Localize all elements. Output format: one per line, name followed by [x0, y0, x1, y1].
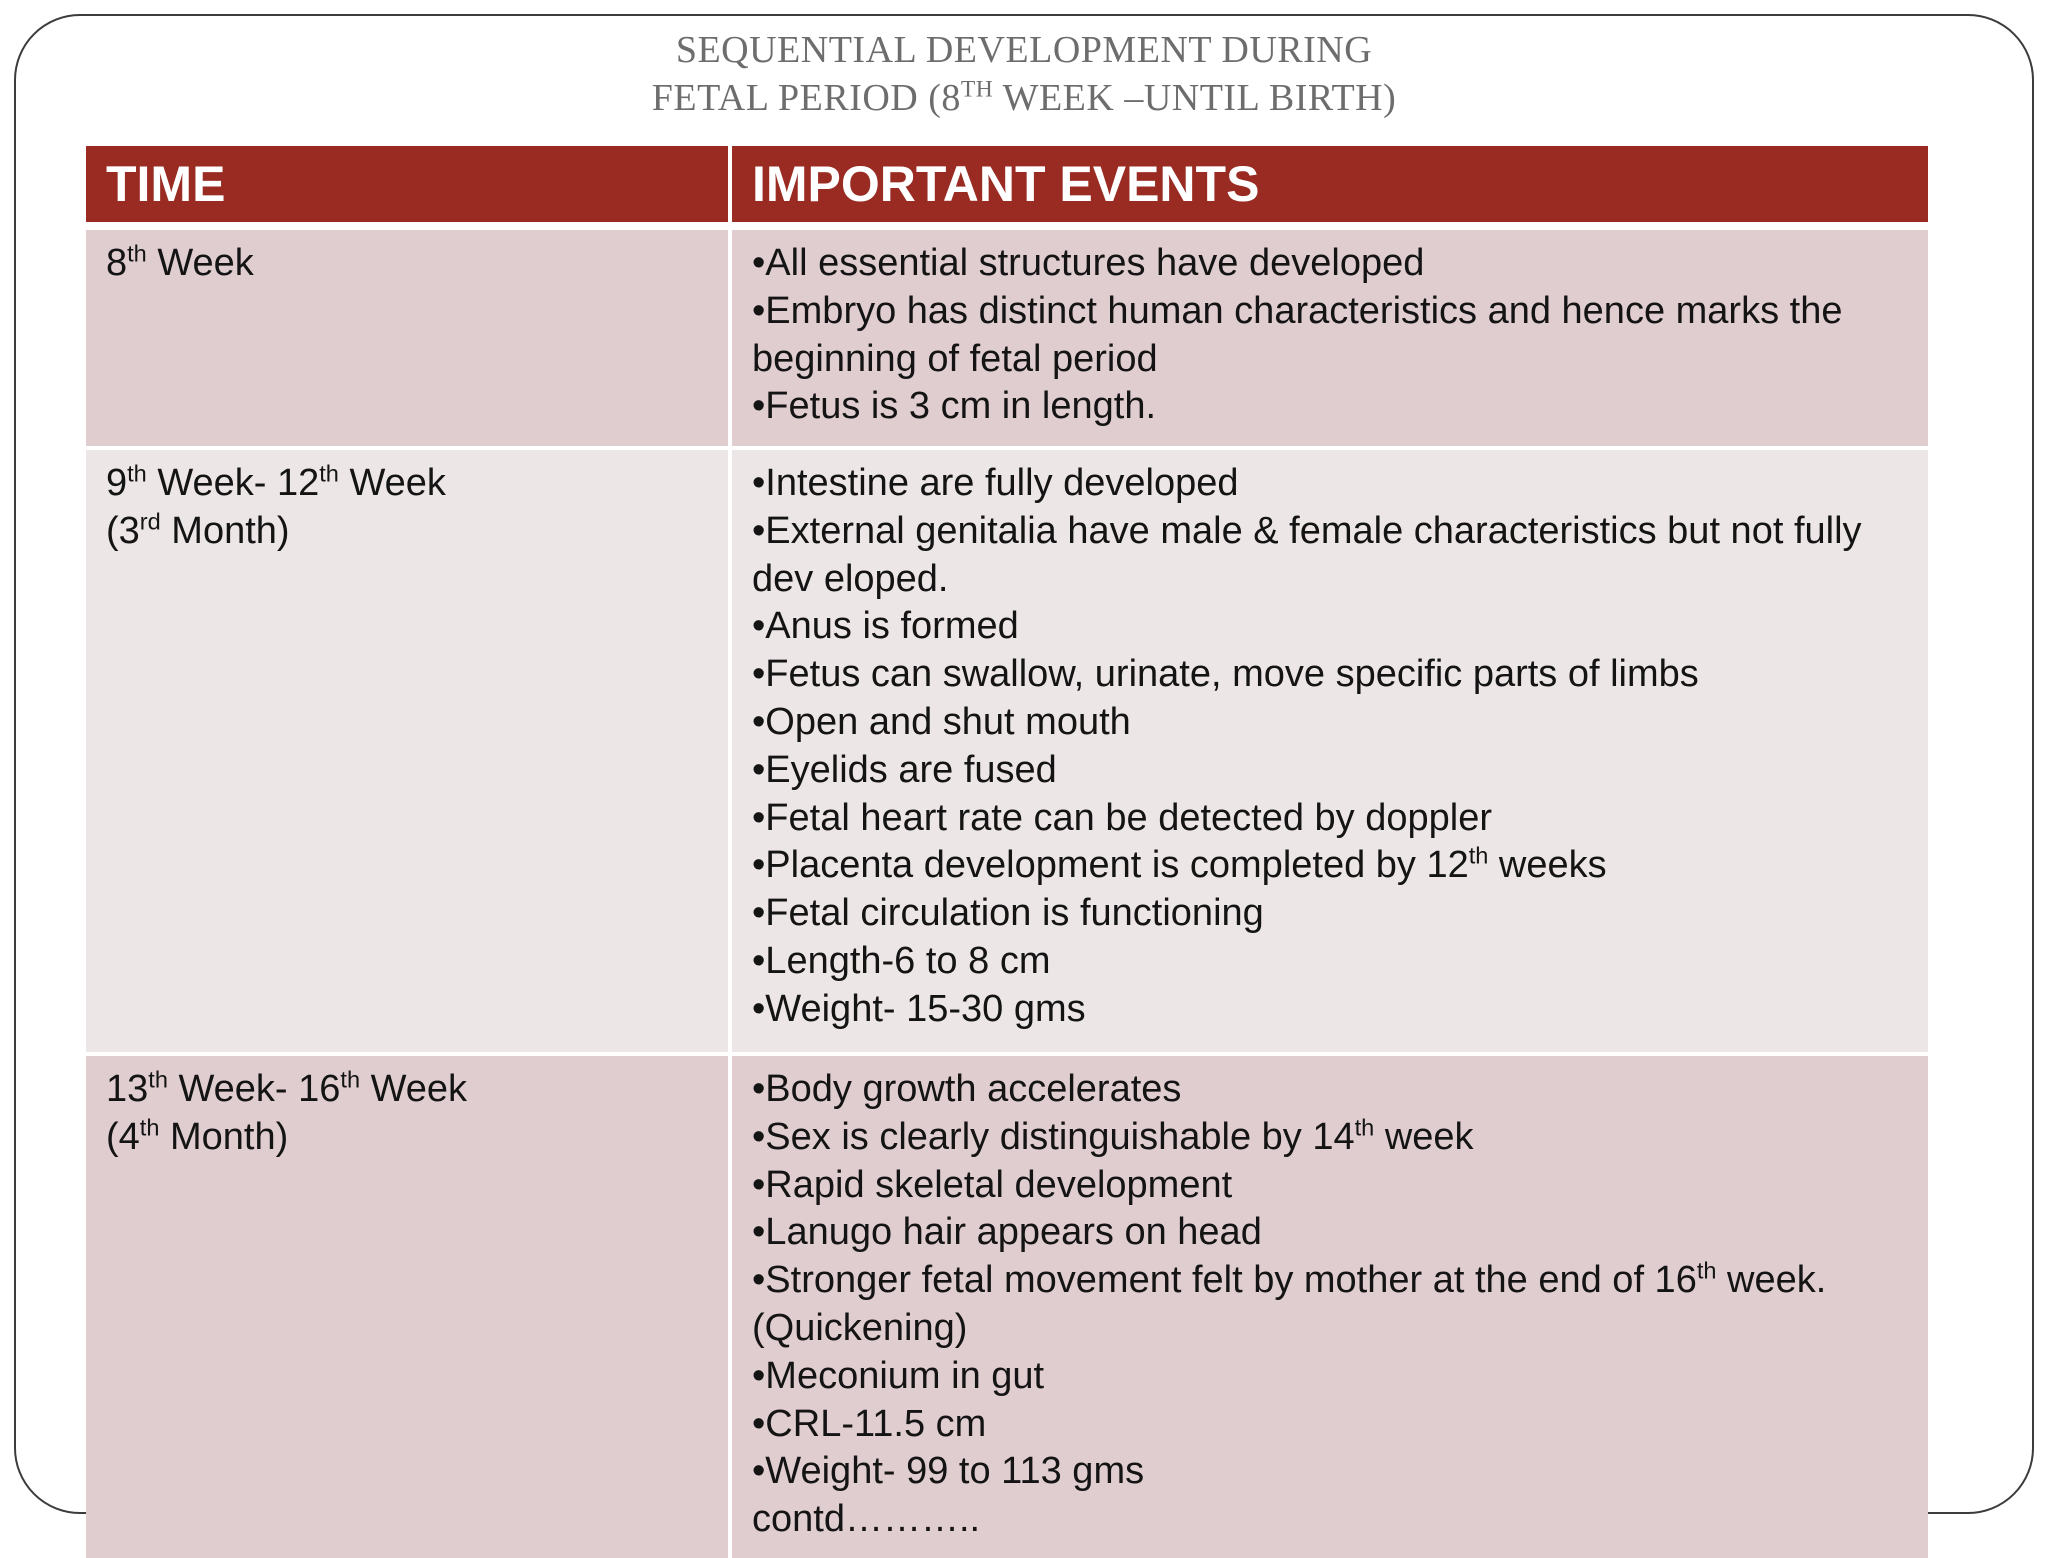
- event-item: •Sex is clearly distinguishable by 14th week: [752, 1114, 1474, 1158]
- events-cell: [732, 226, 1928, 446]
- event-item: •External genitalia have male & female characteristics but not fully dev eloped.: [752, 509, 1883, 600]
- time-cell: 8th Week: [86, 226, 732, 446]
- table-row: [86, 446, 1928, 1052]
- event-item: •Meconium in gut: [752, 1354, 1045, 1397]
- time-cell: 9th Week- 12th Week (3rd Month): [86, 446, 732, 1052]
- event-item: •Rapid skeletal development: [752, 1163, 1233, 1206]
- event-item: •Embryo has distinct human characteristics and hence marks the beginning of fetal period: [752, 289, 1843, 380]
- title-line-2-sup: TH: [960, 76, 994, 103]
- table-row: [86, 226, 1928, 446]
- title-line-2-suffix: WEEK –UNTIL BIRTH): [993, 77, 1397, 119]
- header-time: TIME: [86, 146, 732, 226]
- event-item: •Body growth accelerates: [752, 1068, 1182, 1110]
- title-line-2: [0, 74, 2048, 122]
- event-item: •Weight- 15-30 gms: [752, 987, 1086, 1030]
- events-cell: [732, 446, 1928, 1052]
- table-header-row: [86, 146, 1928, 226]
- event-item: •Weight- 99 to 113 gms: [752, 1450, 1145, 1493]
- event-item: •Placenta development is completed by 12th weeks: [752, 842, 1607, 887]
- event-item: contd………..: [752, 1498, 981, 1541]
- event-item: •Lanugo hair appears on head: [752, 1211, 1262, 1254]
- event-item: •Eyelids are fused: [752, 748, 1057, 791]
- event-item: •Length-6 to 8 cm: [752, 939, 1051, 982]
- title-line-1: SEQUENTIAL DEVELOPMENT DURING: [675, 29, 1373, 71]
- event-item: •Stronger fetal movement felt by mother at the end of 16th week. (Quickening): [752, 1257, 1827, 1349]
- event-item: •Fetus can swallow, urinate, move specific parts of limbs: [752, 653, 1699, 696]
- event-item: •Intestine are fully developed: [752, 462, 1239, 504]
- title-line-2-prefix: FETAL PERIOD (8: [651, 77, 961, 119]
- slide-title: [0, 26, 2048, 122]
- table-row: [86, 1052, 1928, 1558]
- event-item: •Anus is formed: [752, 605, 1019, 648]
- event-item: •Open and shut mouth: [752, 700, 1131, 743]
- event-item: •Fetal heart rate can be detected by doppler: [752, 796, 1492, 839]
- event-item: •Fetus is 3 cm in length.: [752, 385, 1157, 428]
- time-cell: 13th Week- 16th Week (4th Month): [86, 1052, 732, 1558]
- event-item: •Fetal circulation is functioning: [752, 892, 1264, 935]
- events-cell: [732, 1052, 1928, 1558]
- header-important-events: IMPORTANT EVENTS: [732, 146, 1928, 226]
- fetal-development-table: [86, 146, 1928, 1558]
- event-item: •All essential structures have developed: [752, 242, 1425, 284]
- event-item: •CRL-11.5 cm: [752, 1402, 987, 1445]
